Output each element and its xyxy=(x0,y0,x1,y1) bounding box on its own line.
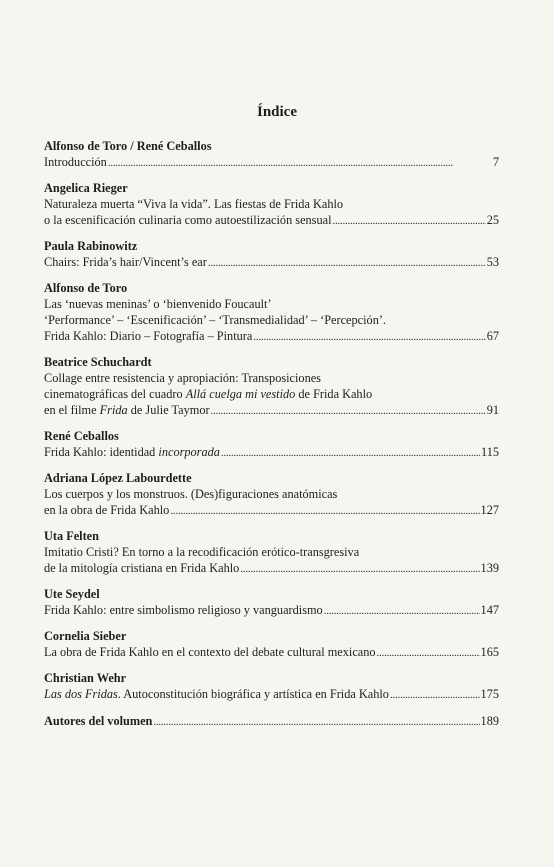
entry-title-line[interactable] xyxy=(44,155,499,172)
page-number: 189 xyxy=(480,713,499,728)
title-text: cinematográficas del cuadro xyxy=(44,386,186,401)
dot-leader xyxy=(390,687,480,704)
dot-leader xyxy=(211,403,486,420)
entry-title: en la obra de Frida Kahlo xyxy=(44,502,170,517)
toc-entry xyxy=(44,587,499,620)
entry-author: Uta Felten xyxy=(44,529,99,544)
entry-author: Paula Rabinowitz xyxy=(44,239,138,254)
dot-leader xyxy=(170,503,479,520)
toc-entry xyxy=(44,471,499,519)
entry-title-line[interactable] xyxy=(44,255,499,272)
page-number: 175 xyxy=(480,687,499,702)
entry-author: Autores del volumen xyxy=(44,713,153,728)
entry-title xyxy=(44,387,499,403)
title-text: de Julie Taymor xyxy=(127,402,210,417)
title-text: de Frida Kahlo xyxy=(295,386,373,401)
toc-entry xyxy=(44,429,499,462)
dot-leader xyxy=(153,714,479,731)
toc-entry-final xyxy=(44,714,499,731)
entry-title: Chairs: Frida’s hair/Vincent’s ear xyxy=(44,254,207,269)
entry-title: Las ‘nuevas meninas’ o ‘bienvenido Foucault’ xyxy=(44,297,272,312)
entry-author: Cornelia Sieber xyxy=(44,629,127,644)
page-number: 139 xyxy=(480,560,499,575)
artwork-title: Las dos Fridas xyxy=(44,687,118,702)
entry-title-line[interactable] xyxy=(44,503,499,520)
page-number: 53 xyxy=(486,254,499,269)
dot-leader xyxy=(221,445,480,462)
italic-term: incorporada xyxy=(158,444,220,459)
entry-title: ‘Performance’ – ‘Escenificación’ – ‘Transmedialidad’ – ‘Percepción’. xyxy=(44,312,387,327)
entry-title-line[interactable] xyxy=(44,403,499,420)
entry-author: Christian Wehr xyxy=(44,671,127,686)
entry-author: Adriana López Labourdette xyxy=(44,471,192,486)
table-of-contents xyxy=(44,139,499,740)
entry-title: Naturaleza muerta “Viva la vida”. Las fiestas de Frida Kahlo xyxy=(44,196,344,211)
dot-leader xyxy=(208,255,486,272)
page-number: 91 xyxy=(486,402,499,417)
entry-title-line[interactable] xyxy=(44,603,499,620)
toc-entry xyxy=(44,239,499,272)
page-number: 127 xyxy=(480,502,499,517)
entry-title-line[interactable] xyxy=(44,445,499,462)
toc-entry xyxy=(44,355,499,419)
title-text: . Autoconstitución biográfica y artística en Frida Kahlo xyxy=(117,687,389,702)
entry-author: Alfonso de Toro / René Ceballos xyxy=(44,139,212,153)
entry-title: Introducción xyxy=(44,154,107,169)
entry-title: Los cuerpos y los monstruos. (Des)figuraciones anatómicas xyxy=(44,486,338,501)
page-number: 25 xyxy=(486,212,499,227)
toc-entry xyxy=(44,139,499,172)
page-number: 7 xyxy=(492,154,499,169)
toc-entry xyxy=(44,181,499,229)
entry-title: La obra de Frida Kahlo en el contexto del debate cultural mexicano xyxy=(44,645,376,660)
artwork-title: Allá cuelga mi vestido xyxy=(185,386,296,401)
film-title: Frida xyxy=(99,402,128,417)
entry-author: Ute Seydel xyxy=(44,587,100,602)
entry-author: Alfonso de Toro xyxy=(44,281,128,296)
title-text: en el filme xyxy=(44,402,100,417)
toc-entry xyxy=(44,529,499,577)
entry-author: René Ceballos xyxy=(44,428,119,443)
entry-title xyxy=(44,445,220,461)
page-number: 115 xyxy=(481,444,499,459)
toc-entry xyxy=(44,671,499,704)
dot-leader xyxy=(253,329,485,346)
page-number: 67 xyxy=(486,328,499,343)
entry-title: o la escenificación culinaria como autoestilización sensual xyxy=(44,212,332,227)
entry-title-line[interactable] xyxy=(44,561,499,578)
toc-entry xyxy=(44,629,499,662)
entry-title-line[interactable] xyxy=(44,329,499,346)
dot-leader xyxy=(108,155,492,172)
dot-leader xyxy=(240,561,479,578)
page-number: 147 xyxy=(480,602,499,617)
entry-title-line[interactable] xyxy=(44,714,499,731)
entry-title: Collage entre resistencia y apropiación: Transposiciones xyxy=(44,370,321,385)
dot-leader xyxy=(324,603,480,620)
entry-title: de la mitología cristiana en Frida Kahlo xyxy=(44,560,240,575)
toc-entry xyxy=(44,281,499,345)
entry-title: Imitatio Cristi? En torno a la recodificación erótico-transgresiva xyxy=(44,544,360,559)
entry-title xyxy=(44,403,210,419)
entry-title-line[interactable] xyxy=(44,687,499,704)
entry-title: Frida Kahlo: Diario – Fotografía – Pintura xyxy=(44,328,253,343)
title-text: Frida Kahlo: identidad xyxy=(44,444,159,459)
entry-title xyxy=(44,687,389,703)
entry-author: Beatrice Schuchardt xyxy=(44,355,152,370)
entry-title-line[interactable] xyxy=(44,213,499,230)
dot-leader xyxy=(333,213,486,230)
dot-leader xyxy=(377,645,480,662)
page-number: 165 xyxy=(480,645,499,660)
entry-title-line[interactable] xyxy=(44,645,499,662)
entry-title: Frida Kahlo: entre simbolismo religioso y vanguardismo xyxy=(44,602,323,617)
entry-author: Angelica Rieger xyxy=(44,181,128,196)
page-title: Índice xyxy=(256,104,297,120)
